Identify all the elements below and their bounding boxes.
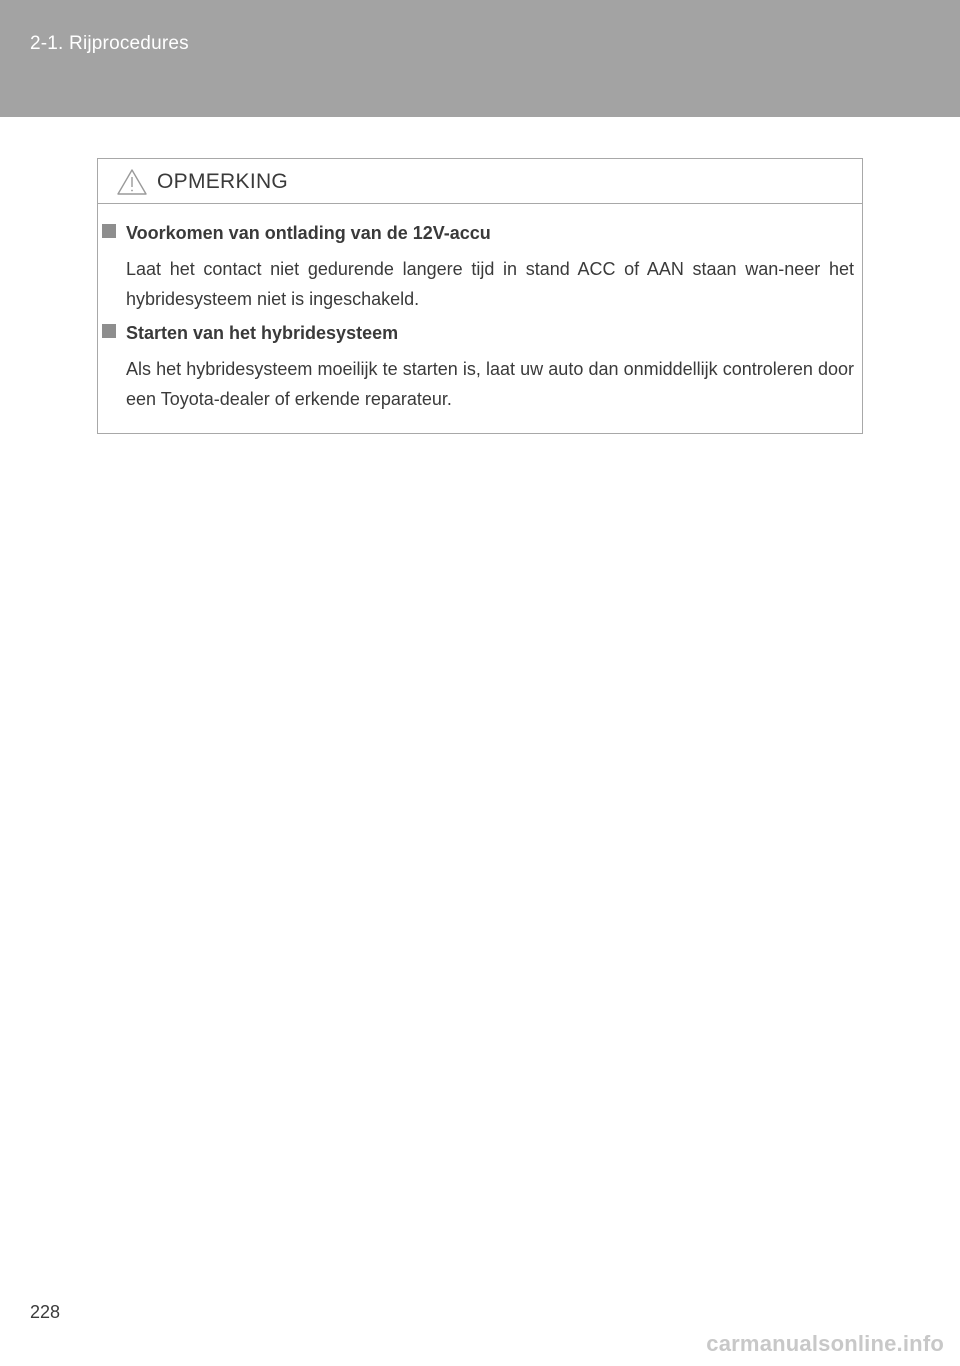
page-header <box>0 0 960 117</box>
notice-item-heading: Voorkomen van ontlading van de 12V-accu <box>126 223 491 243</box>
notice-item-text: Laat het contact niet gedurende langere tijd in stand ACC of AAN staan wan-neer het hybridesysteem niet is ingeschakeld. <box>126 259 854 309</box>
notice-header <box>98 159 862 204</box>
page-number: 228 <box>30 1302 61 1322</box>
watermark: carmanualsonline.info <box>706 1331 944 1356</box>
warning-triangle-icon <box>116 168 148 196</box>
bullet-square-icon <box>102 324 116 338</box>
bullet-square-icon <box>102 224 116 238</box>
notice-box <box>97 158 863 434</box>
notice-item-heading: Starten van het hybridesysteem <box>126 323 399 343</box>
notice-item-text: Als het hybridesysteem moeilijk te starten is, laat uw auto dan onmiddellijk controleren door een Toyota-dealer of erkende reparateur. <box>126 359 854 409</box>
section-title: 2-1. Rijprocedures <box>30 33 189 54</box>
notice-title: OPMERKING <box>157 170 289 193</box>
